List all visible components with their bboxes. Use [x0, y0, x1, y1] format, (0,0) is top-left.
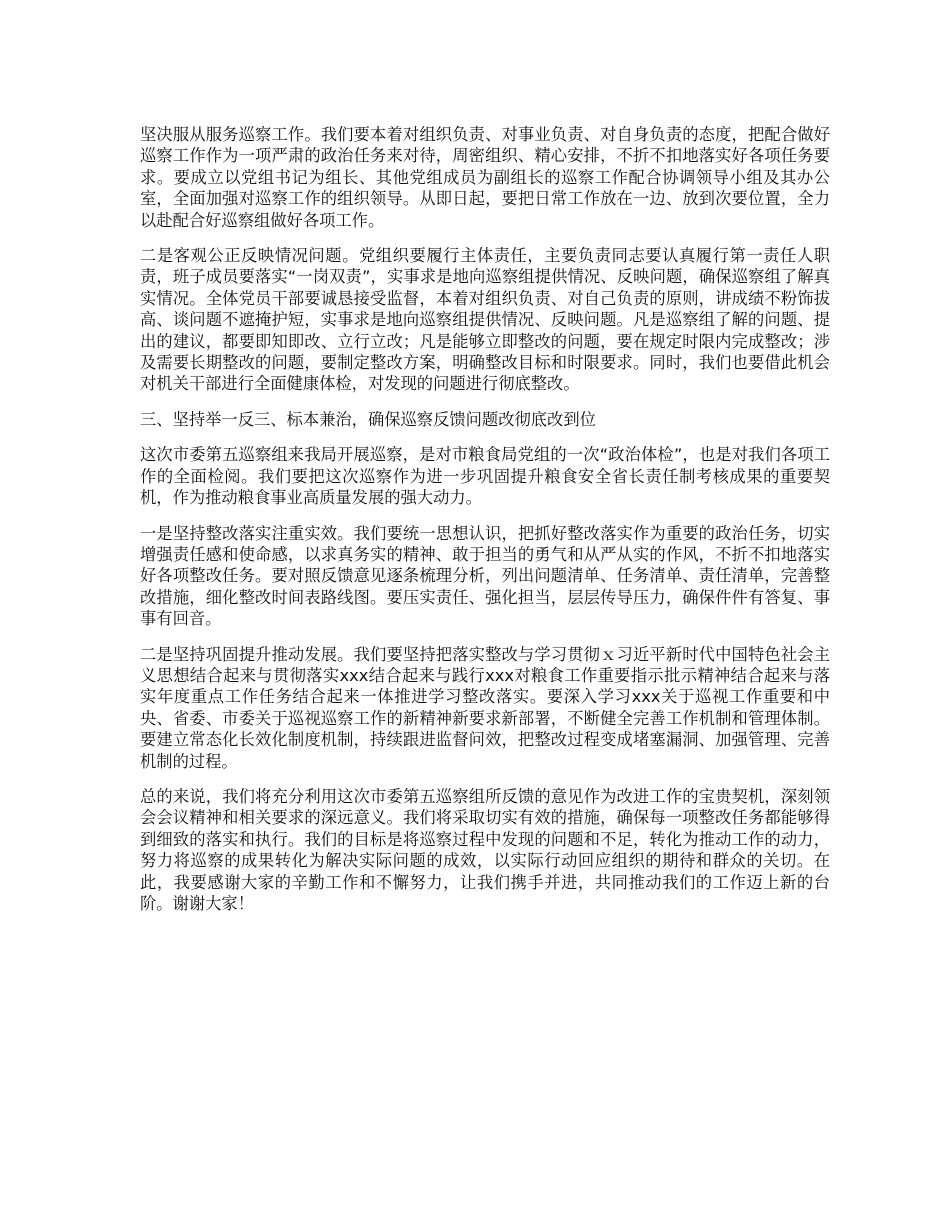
- document-page: [140, 124, 830, 928]
- paragraph-consolidate-development: 二是坚持巩固提升推动发展。我们要坚持把落实整改与学习贯彻ｘ习近平新时代中国特色社会主义思想结合起来与贯彻落实xxx结合起来与践行xxx对粮食工作重要指示批示精神结合起来与落实年度重点工作任务结合起来一体推进学习整改落实。要深入学习xxx关于巡视工作重要和中央、省委、市委关于巡视巡察工作的新精神新要求新部署，不断健全完善工作机制和管理体制。要建立常态化长效化制度机制，持续跟进监督问效，把整改过程变成堵塞漏洞、加强管理、完善机制的过程。: [140, 644, 830, 771]
- paragraph-rectification-effect: 一是坚持整改落实注重实效。我们要统一思想认识，把抓好整改落实作为重要的政治任务，切实增强责任感和使命感，以求真务实的精神、敢于担当的勇气和从严从实的作风，不折不扣地落实好各项整改任务。要对照反馈意见逐条梳理分析，列出问题清单、任务清单、责任清单，完善整改措施，细化整改时间表路线图。要压实责任、强化担当，层层传导压力，确保件件有答复、事事有回音。: [140, 523, 830, 629]
- paragraph-objective-reporting: 二是客观公正反映情况问题。党组织要履行主体责任，主要负责同志要认真履行第一责任人职责，班子成员要落实“一岗双责”，实事求是地向巡察组提供情况、反映问题，确保巡察组了解真实情况。全体党员干部要诚恳接受监督，本着对组织负责、对自己负责的原则，讲成绩不粉饰拔高、谈问题不遮掩护短，实事求是地向巡察组提供情况、反映问题。凡是巡察组了解的问题、提出的建议，都要即知即改、立行立改；凡是能够立即整改的问题，要在规定时限内完成整改；涉及需要长期整改的问题，要制定整改方案，明确整改目标和时限要求。同时，我们也要借此机会对机关干部进行全面健康体检，对发现的问题进行彻底整改。: [140, 246, 830, 394]
- paragraph-cooperate-inspection: 坚决服从服务巡察工作。我们要本着对组织负责、对事业负责、对自身负责的态度，把配合做好巡察工作作为一项严肃的政治任务来对待，周密组织、精心安排，不折不扣地落实好各项任务要求。要成立以党组书记为组长、其他党组成员为副组长的巡察工作配合协调领导小组及其办公室，全面加强对巡察工作的组织领导。从即日起，要把日常工作放在一边、放到次要位置，全力以赴配合好巡察组做好各项工作。: [140, 125, 830, 230]
- paragraph-inspection-overview: 这次市委第五巡察组来我局开展巡察，是对市粮食局党组的一次“政治体检”，也是对我们各项工作的全面检阅。我们要把这次巡察作为进一步巩固提升粮食安全省长责任制考核成果的重要契机，作为推动粮食事业高质量发展的强大动力。: [140, 445, 830, 508]
- paragraph-conclusion: 总的来说，我们将充分利用这次市委第五巡察组所反馈的意见作为改进工作的宝贵契机，深刻领会会议精神和相关要求的深远意义。我们将采取切实有效的措施，确保每一项整改任务都能够得到细致的落实和执行。我们的目标是将巡察过程中发现的问题和不足，转化为推动工作的动力，努力将巡察的成果转化为解决实际问题的成效，以实际行动回应组织的期待和群众的关切。在此，我要感谢大家的辛勤工作和不懈努力，让我们携手并进，共同推动我们的工作迈上新的台阶。谢谢大家！: [140, 786, 830, 913]
- section-heading-three: 三、坚持举一反三、标本兼治，确保巡察反馈问题改彻底改到位: [140, 409, 596, 429]
